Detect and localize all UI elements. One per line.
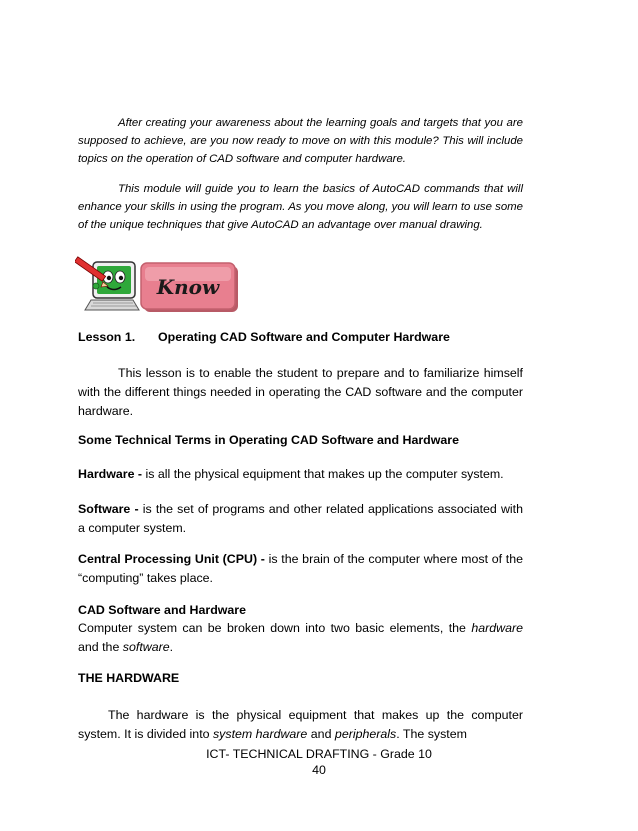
hardware-paragraph: The hardware is the physical equipment that makes up the computer system. It is divided into system hardware and peripherals. The system	[78, 708, 523, 741]
term-hardware-definition: is all the physical equipment that makes up the computer system.	[145, 467, 504, 481]
lesson-intro: This lesson is to enable the student to prepare and to familiarize himself with the different things needed in operating the CAD software and the computer hardware.	[78, 366, 523, 418]
lesson-number: Lesson 1.	[78, 330, 136, 344]
intro-paragraph-1: After creating your awareness about the learning goals and targets that you are supposed to achieve, are you now ready to move on with this module? This will include topics on the operation of CAD software and computer hardware.	[78, 117, 523, 165]
page-number: 40	[312, 763, 326, 777]
intro-paragraph-2: This module will guide you to learn the basics of AutoCAD commands that will enhance your skills in using the program. As you move along, you will learn to use some of the unique techniques that give AutoCAD an advantage over manual drawing.	[78, 183, 523, 231]
term-software	[78, 500, 523, 538]
know-badge	[75, 256, 240, 316]
cad-heading: CAD Software and Hardware	[78, 603, 246, 617]
cad-paragraph: Computer system can be broken down into two basic elements, the hardware and the software.	[78, 621, 523, 654]
lesson-title	[78, 330, 450, 344]
hardware-heading: THE HARDWARE	[78, 671, 180, 685]
terms-heading: Some Technical Terms in Operating CAD Software and Hardware	[78, 433, 459, 447]
term-software-label: Software -	[78, 502, 139, 516]
term-cpu	[78, 550, 523, 588]
term-software-definition: is the set of programs and other related applications associated with a computer system.	[78, 502, 523, 535]
term-cpu-label: Central Processing Unit (CPU) -	[78, 552, 265, 566]
term-cpu-definition: is the brain of the computer where most of the “computing” takes place.	[78, 552, 523, 585]
term-hardware	[78, 465, 523, 484]
term-hardware-label: Hardware -	[78, 467, 143, 481]
computer-mascot-pencil-icon	[75, 257, 139, 310]
know-badge-label: Know	[156, 275, 220, 299]
lesson-title-text: Operating CAD Software and Computer Hardware	[158, 330, 450, 344]
footer-course: ICT- TECHNICAL DRAFTING - Grade 10	[206, 747, 432, 761]
